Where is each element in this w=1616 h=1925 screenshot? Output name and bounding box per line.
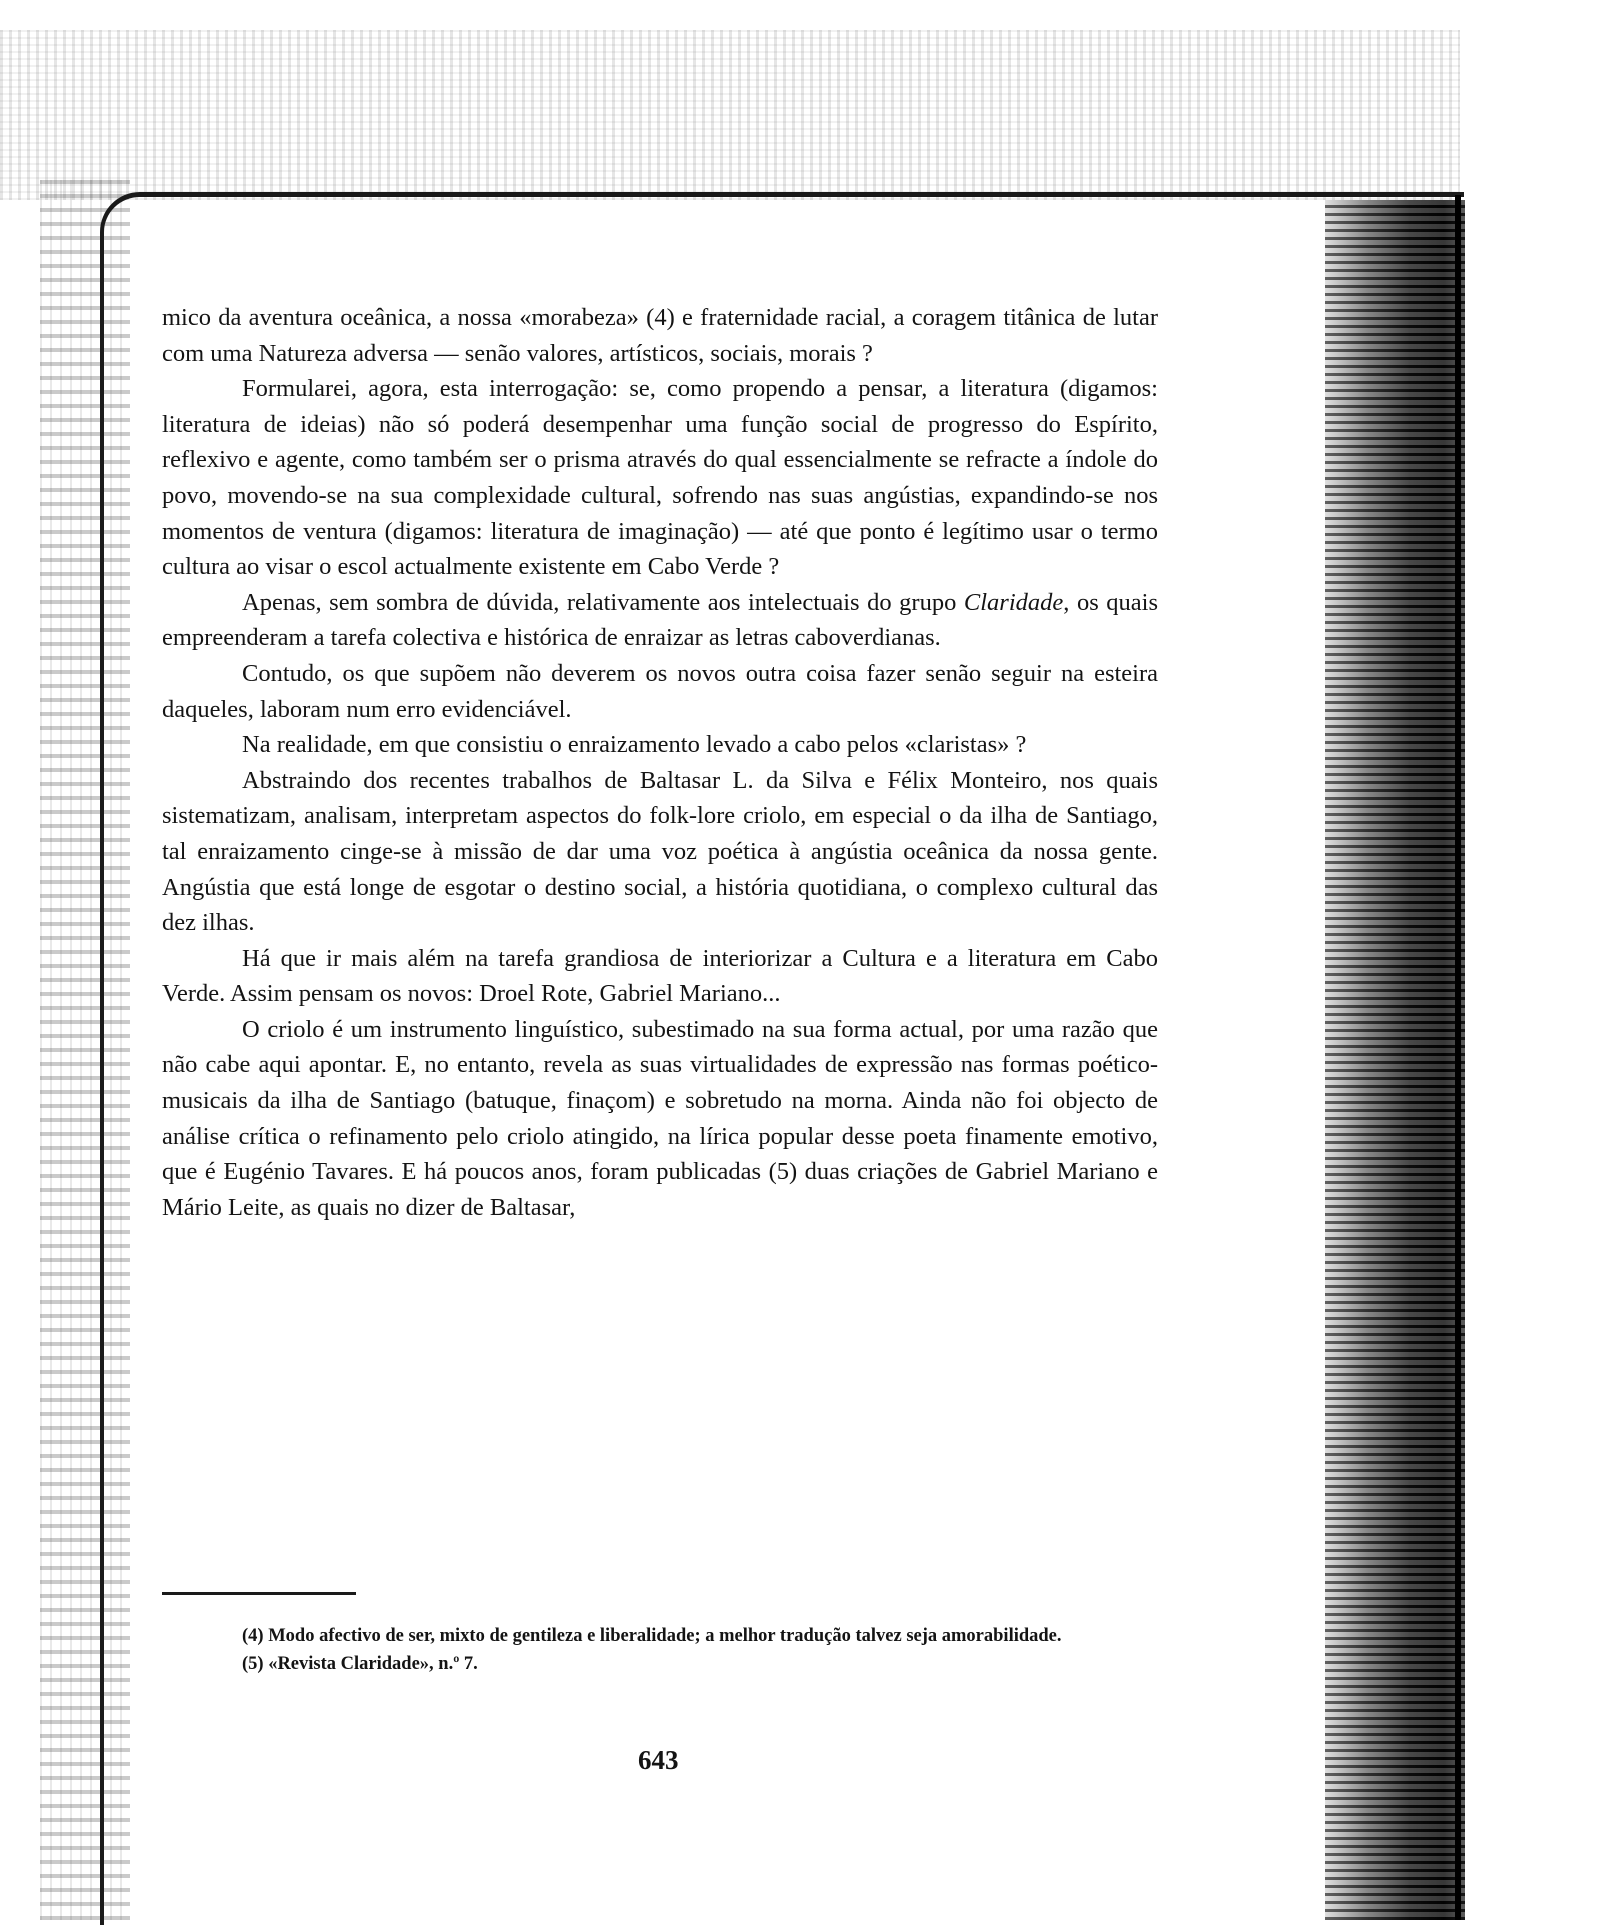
paragraph (162, 585, 1158, 656)
journal-title-italic: Claridade (963, 588, 1064, 616)
book-spine-shadow (1325, 200, 1465, 1920)
page-number: 643 (638, 1745, 679, 1775)
footnote: (5) «Revista Claridade», n.º 7. (242, 1654, 478, 1674)
paragraph: Contudo, os que supõem não deverem os novos outra coisa fazer senão seguir na esteira daqueles, laboram num erro evidenciável. (162, 659, 1158, 723)
paragraph: Abstraindo dos recentes trabalhos de Baltasar L. da Silva e Félix Monteiro, nos quais sistematizam, analisam, interpretam aspectos do folk-lore criolo, em especial o da ilha de Santiago, tal enraizamento cinge-se à missão de dar uma voz poética à angústia oceânica da nossa gente. Angústia que está longe de esgotar o destino social, a história quotidiana, o complexo cultural das dez ilhas. (162, 766, 1158, 937)
paragraph: Na realidade, em que consistiu o enraizamento levado a cabo pelos «claristas» ? (242, 731, 1027, 759)
footnote-rule (162, 1592, 356, 1595)
paragraph: Formularei, agora, esta interrogação: se, como propendo a pensar, a literatura (digamos: literatura de ideias) não só poderá desempenhar uma função social de progresso do Espírito, reflexivo e agente, como também ser o prisma através do qual essencialmente se refracte a índole do povo, movendo-se na sua complexidade cultural, sofrendo nas suas angústias, expandindo-se nos momentos de ventura (digamos: literatura de imaginação) — até que ponto é legítimo usar o termo cultura ao visar o escol actualmente existente em Cabo Verde ? (162, 375, 1158, 581)
scan-noise-top (0, 30, 1460, 200)
paragraph: Há que ir mais além na tarefa grandiosa de interiorizar a Cultura e a literatura em Cabo Verde. Assim pensam os novos: Droel Rote, Gabriel Mariano... (162, 944, 1158, 1008)
footnote: (4) Modo afectivo de ser, mixto de gentileza e liberalidade; a melhor tradução talvez seja amorabilidade. (242, 1626, 1062, 1646)
paragraph: O criolo é um instrumento linguístico, subestimado na sua forma actual, por uma razão que não cabe aqui apontar. E, no entanto, revela as suas virtualidades de expressão nas formas poético-musicais da ilha de Santiago (batuque, finaçom) e sobretudo na morna. Ainda não foi objecto de análise crítica o refinamento pelo criolo atingido, na lírica popular desse poeta finamente emotivo, que é Eugénio Tavares. E há poucos anos, foram publicadas (5) duas criações de Gabriel Mariano e Mário Leite, as quais no dizer de Baltasar, (162, 1015, 1158, 1221)
spine-edge-line (1455, 195, 1461, 1920)
paragraph-text: Apenas, sem sombra de dúvida, relativamente aos intelectuais do grupo (242, 588, 964, 616)
paragraph-text: , os quais empreenderam a tarefa colectiva e histórica de enraizar as letras caboverdianas. (162, 588, 1159, 652)
footnotes (162, 1622, 1158, 1678)
paragraph: mico da aventura oceânica, a nossa «morabeza» (4) e fraternidade racial, a coragem titânica de lutar com uma Natureza adversa — senão valores, artísticos, sociais, morais ? (162, 304, 1158, 367)
body-text (162, 300, 1158, 1225)
